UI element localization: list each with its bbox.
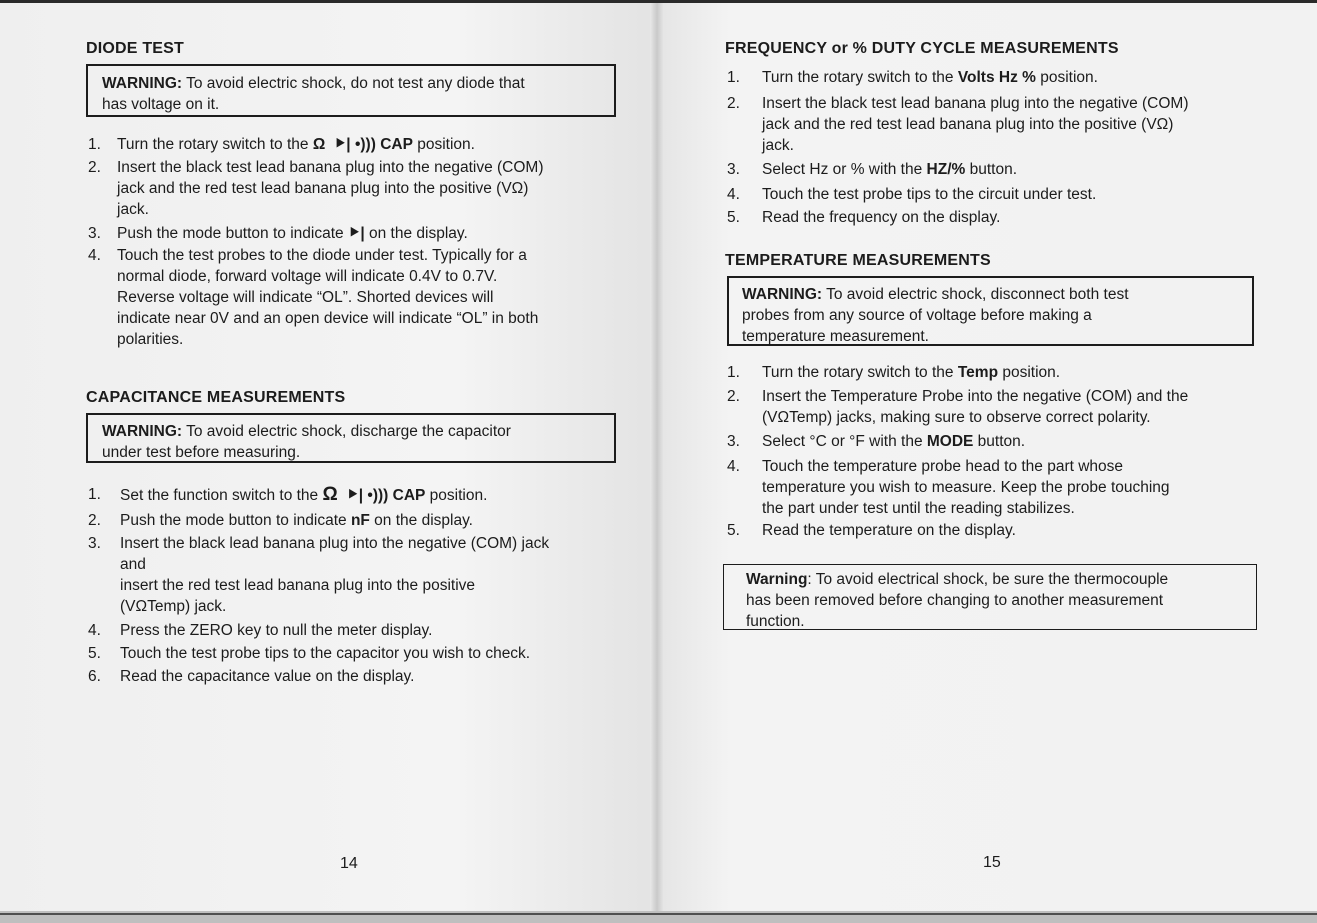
step-line: Insert the black test lead banana plug into the negative (COM) [117,159,544,176]
step-text: Read the capacitance value on the display. [120,668,415,685]
step-line: polarities. [117,331,184,348]
diode-icon: ⯈| [333,136,351,153]
temperature-heading: TEMPERATURE MEASUREMENTS [725,252,991,269]
continuity-icon: •))) [354,136,376,153]
step-line: Touch the test probes to the diode under test. Typically for a [117,247,527,264]
step-line: the part under test until the reading stabilizes. [762,500,1075,517]
step-number: 4. [88,622,101,639]
thermocouple-warning-text: : To avoid electrical shock, be sure the thermocouple [807,571,1169,588]
step-line: Reverse voltage will indicate “OL”. Shorted devices will [117,289,494,306]
capacitance-heading: CAPACITANCE MEASUREMENTS [86,389,346,406]
step-text: Select °C or °F with the MODE button. [762,433,1026,450]
step-text: Read the temperature on the display. [762,522,1016,539]
diode-warning-text: To avoid electric shock, do not test any diode that [182,75,525,92]
temperature-warning-box [727,276,1254,346]
step-line: Insert the black lead banana plug into the negative (COM) jack [120,535,550,552]
step-text: Set the function switch to the Ω ⯈| •))) CAP position. [120,484,488,505]
temperature-warning-label: WARNING: [742,286,823,303]
step-text: Touch the test probe tips to the circuit under test. [762,186,1097,203]
temperature-warning-text: To avoid electric shock, disconnect both test [822,286,1129,303]
capacitance-warning-text: To avoid electric shock, discharge the capacitor [182,423,511,440]
step-number: 5. [88,645,101,662]
step-number: 1. [88,136,101,153]
step-line: jack and the red test lead banana plug into the positive (VΩ) [762,116,1174,133]
bottom-edge-line [0,913,1317,915]
step-number: 4. [727,458,740,475]
diode-icon: ⯈| [347,225,365,242]
page-number-14: 14 [340,855,358,872]
thermocouple-warning-text-3: function. [746,613,805,630]
step-line: and [120,556,146,573]
step-line: jack. [762,137,794,154]
step-line: (VΩTemp) jack. [120,598,227,615]
thermocouple-warning-box [723,564,1257,630]
step-number: 3. [88,225,101,242]
step-number: 2. [727,388,740,405]
step-line: temperature you wish to measure. Keep the probe touching [762,479,1170,496]
step-number: 2. [727,95,740,112]
step-line: insert the red test lead banana plug into the positive [120,577,476,594]
step-line: Insert the Temperature Probe into the negative (COM) and the [762,388,1189,405]
step-number: 3. [727,161,740,178]
left-page [0,3,656,911]
step-number: 3. [727,433,740,450]
step-number: 4. [88,247,101,264]
diode-icon: ⯈| [346,487,364,504]
step-text: Read the frequency on the display. [762,209,1001,226]
step-text: Turn the rotary switch to the Ω ⯈| •))) CAP position. [117,136,475,153]
step-number: 1. [727,69,740,86]
step-number: 1. [727,364,740,381]
step-line: (VΩTemp) jacks, making sure to observe correct polarity. [762,409,1151,426]
page-number-15: 15 [983,854,1001,871]
diode-warning-box [86,64,616,117]
diode-test-heading: DIODE TEST [86,40,185,57]
step-text: Press the ZERO key to null the meter display. [120,622,433,639]
step-line: Touch the temperature probe head to the part whose [762,458,1124,475]
step-number: 1. [88,486,101,503]
step-text: Push the mode button to indicate ⯈| on the display. [117,225,468,242]
step-text: Turn the rotary switch to the Temp position. [762,364,1061,381]
step-number: 2. [88,159,101,176]
step-text: Push the mode button to indicate nF on the display. [120,512,473,529]
capacitance-warning-label: WARNING: [102,423,183,440]
step-number: 2. [88,512,101,529]
step-line: jack. [117,201,149,218]
temperature-warning-text-2: probes from any source of voltage before making a [742,307,1092,324]
frequency-heading: FREQUENCY or % DUTY CYCLE MEASUREMENTS [725,40,1119,57]
step-text: Touch the test probe tips to the capacitor you wish to check. [120,645,531,662]
capacitance-warning-box [86,413,616,463]
step-number: 6. [88,668,101,685]
step-number: 5. [727,209,740,226]
step-number: 3. [88,535,101,552]
step-text: Select Hz or % with the HZ/% button. [762,161,1018,178]
step-line: jack and the red test lead banana plug into the positive (VΩ) [117,180,529,197]
step-number: 5. [727,522,740,539]
capacitance-warning-text-2: under test before measuring. [102,444,301,461]
continuity-icon: •))) [367,487,389,504]
temperature-warning-text-3: temperature measurement. [742,328,929,345]
step-text: Turn the rotary switch to the Volts Hz % position. [762,69,1098,86]
thermocouple-warning-label: Warning [746,571,808,588]
diode-warning-text-2: has voltage on it. [102,96,220,113]
diode-warning-label: WARNING: [102,75,183,92]
step-line: normal diode, forward voltage will indicate 0.4V to 0.7V. [117,268,498,285]
step-number: 4. [727,186,740,203]
thermocouple-warning-text-2: has been removed before changing to another measurement [746,592,1164,609]
step-line: indicate near 0V and an open device will indicate “OL” in both [117,310,539,327]
step-line: Insert the black test lead banana plug into the negative (COM) [762,95,1189,112]
